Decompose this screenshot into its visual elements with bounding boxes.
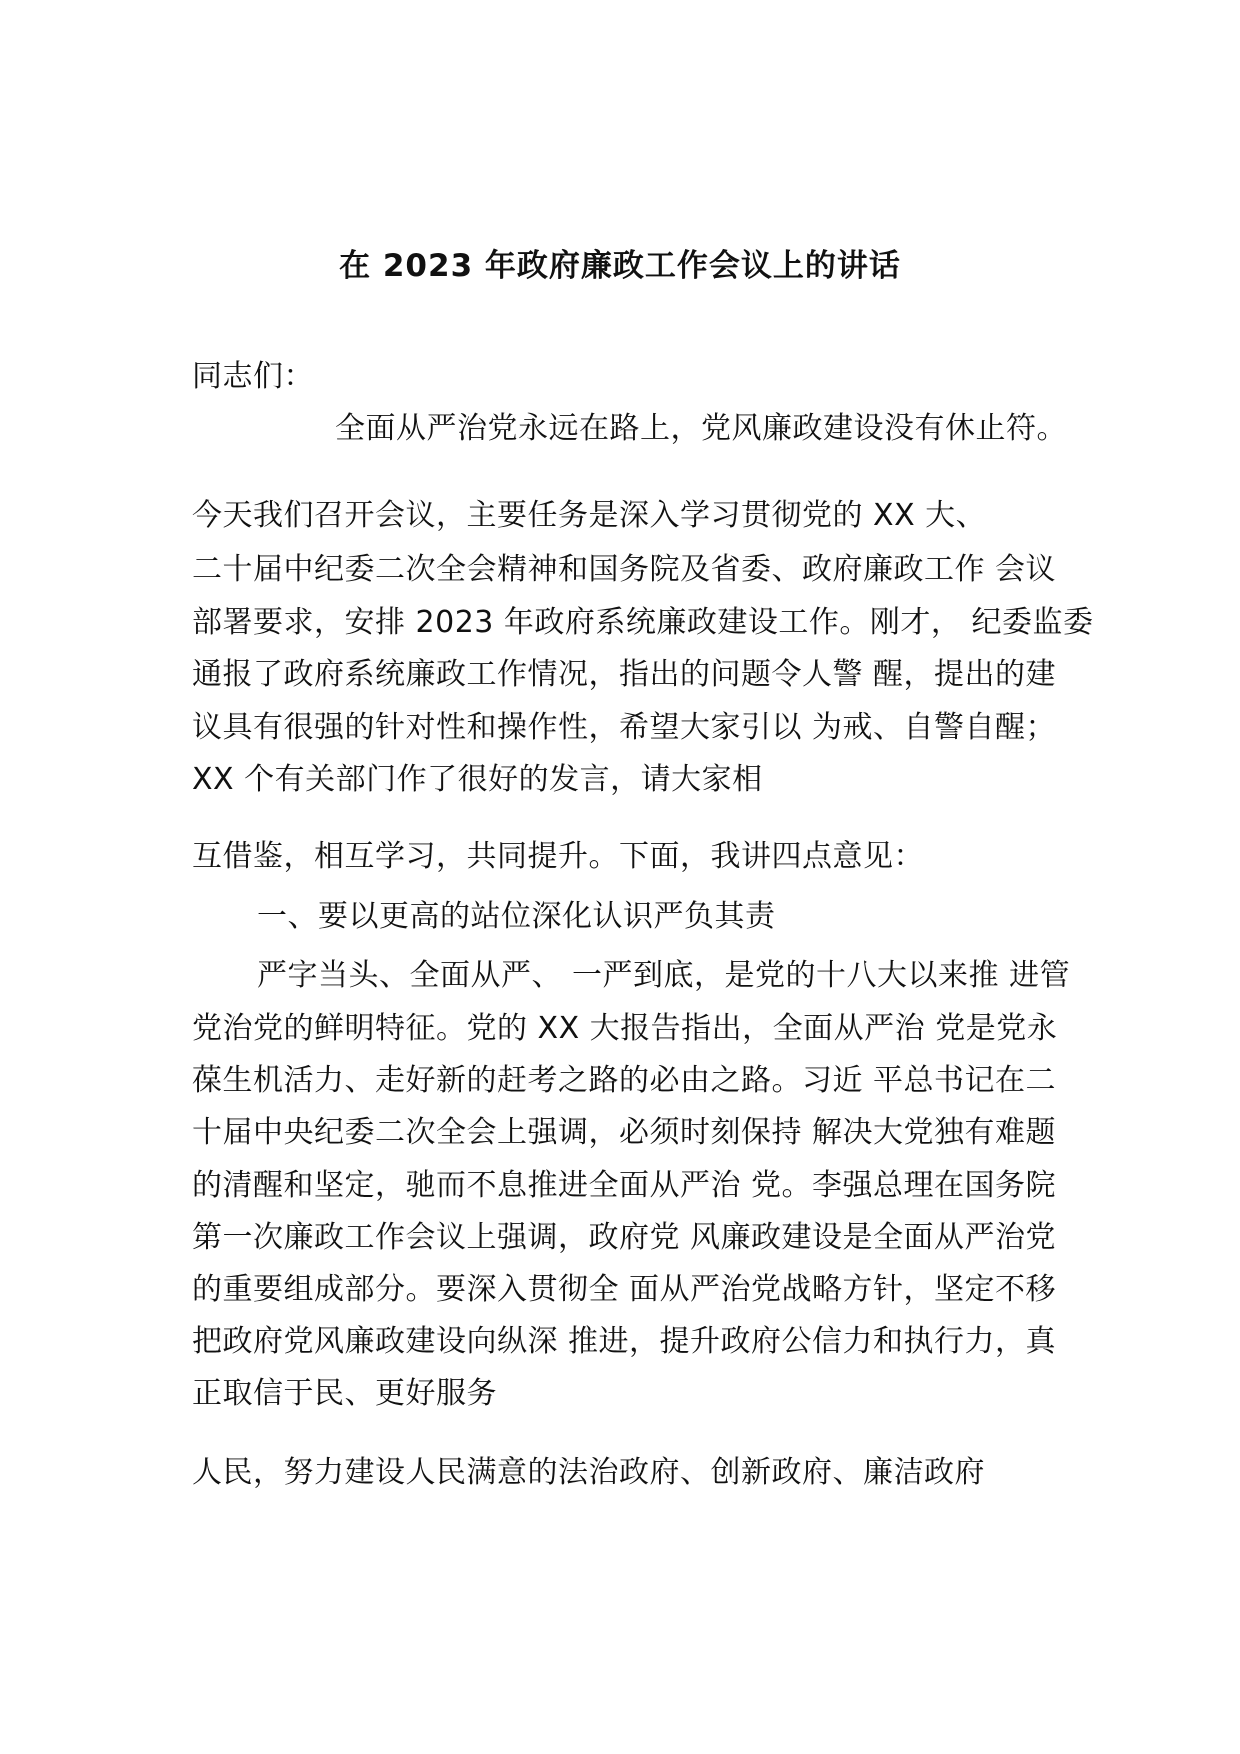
paragraph-line: 全面从严治党永远在路上，党风廉政建设没有休止符。 bbox=[335, 411, 1067, 446]
document-title: 在 2023 年政府廉政工作会议上的讲话 bbox=[339, 248, 901, 284]
paragraph-line: 十届中央纪委二次全会上强调，必须时刻保持 解决大党独有难题 bbox=[192, 1115, 1057, 1150]
paragraph-line: 党治党的鲜明特征。党的 XX 大报告指出，全面从严治 党是党永 bbox=[192, 1011, 1058, 1046]
paragraph-line: 人民，努力建设人民满意的法治政府、创新政府、廉洁政府 bbox=[192, 1455, 985, 1490]
paragraph-line: 严字当头、全面从严、 一严到底，是党的十八大以来推 进管 bbox=[257, 958, 1071, 993]
paragraph-line: 的重要组成部分。要深入贯彻全 面从严治党战略方针，坚定不移 bbox=[192, 1272, 1057, 1307]
paragraph-line: 互借鉴，相互学习，共同提升。下面，我讲四点意见： bbox=[192, 839, 924, 874]
section-heading: 一、要以更高的站位深化认识严负其责 bbox=[257, 899, 776, 934]
paragraph-line: 把政府党风廉政建设向纵深 推进，提升政府公信力和执行力，真 bbox=[192, 1324, 1057, 1359]
paragraph-line: 议具有很强的针对性和操作性，希望大家引以 为戒、自警自醒； bbox=[192, 710, 1057, 745]
paragraph-line: 正取信于民、更好服务 bbox=[192, 1376, 497, 1411]
paragraph-line: 通报了政府系统廉政工作情况，指出的问题令人警 醒，提出的建 bbox=[192, 657, 1057, 692]
paragraph-line: 的清醒和坚定，驰而不息推进全面从严治 党。李强总理在国务院 bbox=[192, 1168, 1057, 1203]
paragraph-line: 今天我们召开会议，主要任务是深入学习贯彻党的 XX 大、 bbox=[192, 498, 987, 533]
paragraph-line: 第一次廉政工作会议上强调，政府党 风廉政建设是全面从严治党 bbox=[192, 1220, 1057, 1255]
paragraph-line: XX 个有关部门作了很好的发言，请大家相 bbox=[192, 762, 763, 797]
paragraph-line: 二十届中纪委二次全会精神和国务院及省委、政府廉政工作 会议 bbox=[192, 552, 1057, 587]
paragraph-line: 葆生机活力、走好新的赶考之路的必由之路。习近 平总书记在二 bbox=[192, 1063, 1057, 1098]
paragraph-line: 部署要求，安排 2023 年政府系统廉政建设工作。刚才， 纪委监委 bbox=[192, 605, 1094, 640]
salutation: 同志们： bbox=[192, 359, 314, 394]
